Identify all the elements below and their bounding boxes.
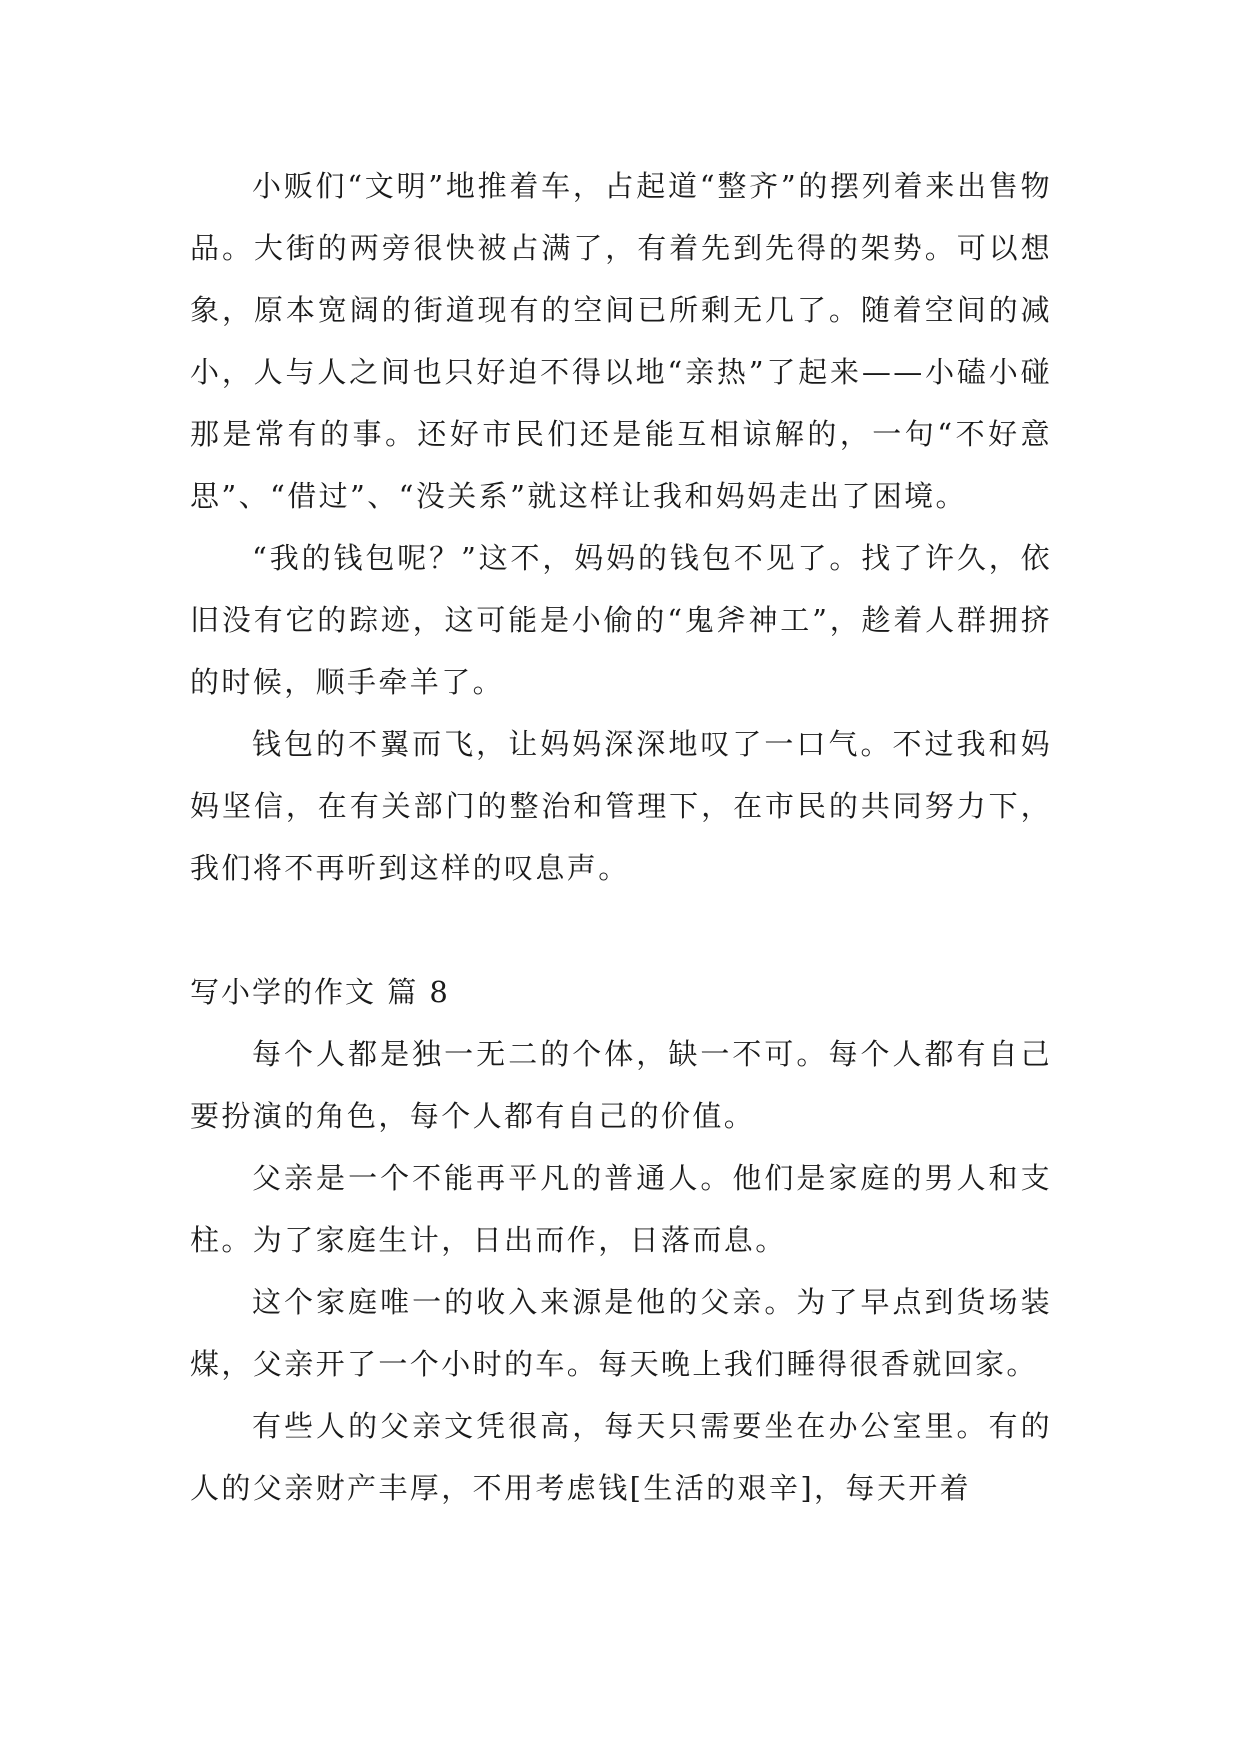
paragraph-others-fathers: 有些人的父亲文凭很高，每天只需要坐在办公室里。有的人的父亲财产丰厚，不用考虑钱[生活的艰辛]，每天开着 [190, 1409, 1052, 1505]
paragraph-father-ordinary: 父亲是一个不能再平凡的普通人。他们是家庭的男人和支柱。为了家庭生计，日出而作，日落而息。 [190, 1161, 1052, 1257]
paragraph-wallet-missing: “我的钱包呢？”这不，妈妈的钱包不见了。找了许久，依旧没有它的踪迹，这可能是小偷的“鬼斧神工”，趁着人群拥挤的时候，顺手牵羊了。 [190, 541, 1052, 699]
paragraph-sigh: 钱包的不翼而飞，让妈妈深深地叹了一口气。不过我和妈妈坚信，在有关部门的整治和管理下，在市民的共同努力下，我们将不再听到这样的叹息声。 [190, 727, 1052, 885]
paragraph-vendors: 小贩们“文明”地推着车，占起道“整齐”的摆列着来出售物品。大街的两旁很快被占满了，有着先到先得的架势。可以想象，原本宽阔的街道现有的空间已所剩无几了。随着空间的减小，人与人之间也只好迫不得以地“亲热”了起来——小磕小碰那是常有的事。还好市民们还是能互相谅解的，一句“不好意思”、“借过”、“没关系”就这样让我和妈妈走出了困境。 [190, 169, 1052, 513]
section-spacer [190, 899, 1052, 961]
section-heading: 写小学的作文 篇 8 [190, 975, 450, 1009]
document-body [190, 155, 1052, 1519]
paragraph-income: 这个家庭唯一的收入来源是他的父亲。为了早点到货场装煤，父亲开了一个小时的车。每天晚上我们睡得很香就回家。 [190, 1285, 1052, 1381]
paragraph-unique: 每个人都是独一无二的个体，缺一不可。每个人都有自己要扮演的角色，每个人都有自己的价值。 [190, 1037, 1052, 1133]
